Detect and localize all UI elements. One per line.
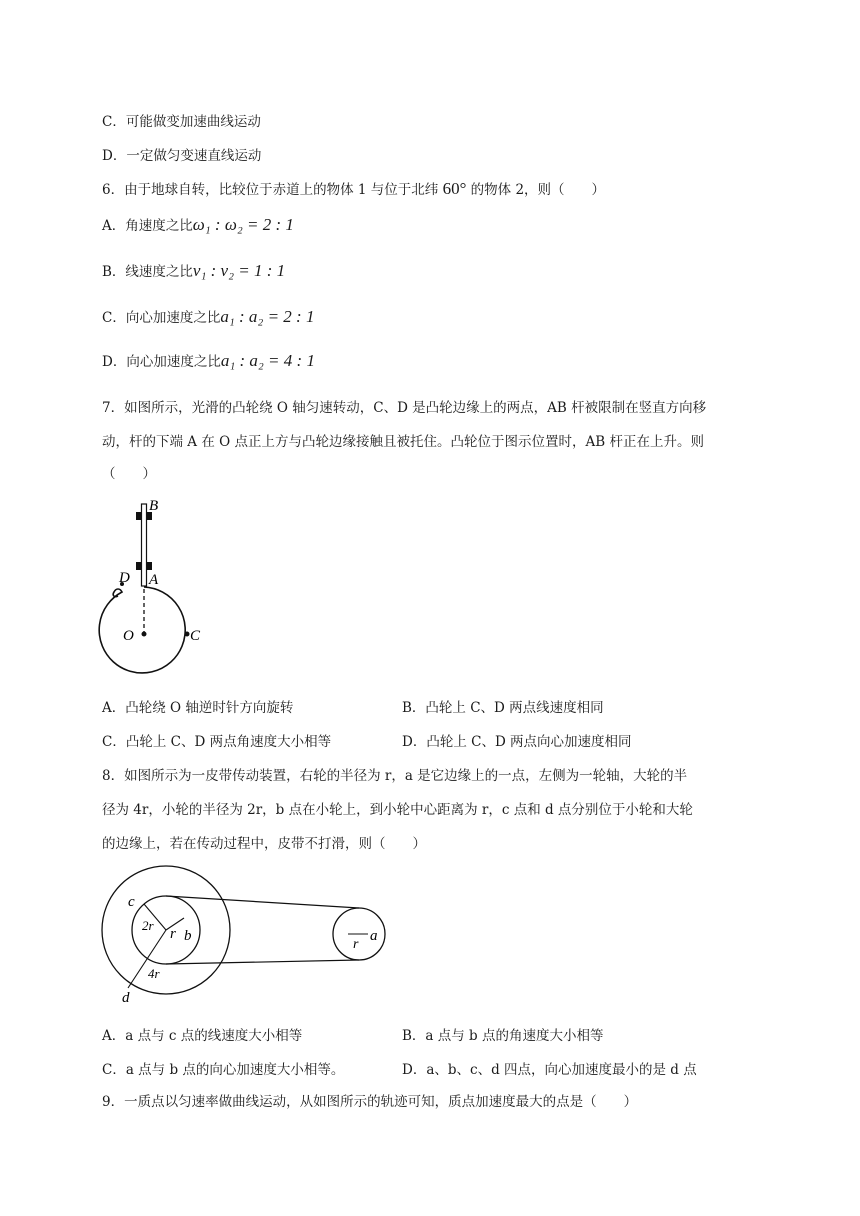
q7-stem-line2: 动，杆的下端 A 在 O 点正上方与凸轮边缘接触且被托住。凸轮位于图示位置时，AB 杆正在上升。则 — [102, 434, 704, 450]
q5-option-c: C．可能做变加速曲线运动 — [102, 114, 261, 130]
label-d: D — [119, 570, 130, 586]
q6-option-c — [102, 306, 314, 327]
rod-guide-top — [136, 512, 141, 520]
q7-option-b: B．凸轮上 C、D 两点线速度相同 — [402, 700, 604, 716]
label-o: O — [123, 628, 134, 644]
label-a: A — [149, 572, 159, 588]
label-r-inner: r — [170, 926, 176, 942]
label-4r: 4r — [148, 966, 160, 981]
rod-guide-bottom-r — [147, 562, 152, 570]
cam-figure — [96, 492, 226, 682]
point-c — [185, 632, 190, 637]
q8-stem-line2: 径为 4r，小轮的半径为 2r，b 点在小轮上，到小轮中心距离为 r，c 点和 d 点分别位于小轮和大轮 — [102, 802, 693, 818]
q6-option-d-formula: a₁ : a₂ = 4 : 1 — [220, 351, 315, 370]
q7-stem-line1: 7．如图所示，光滑的凸轮绕 O 轴匀速转动，C、D 是凸轮边缘上的两点，AB 杆被限制在竖直方向移 — [102, 400, 707, 416]
q8-option-a: A．a 点与 c 点的线速度大小相等 — [102, 1028, 303, 1044]
cam-outline — [99, 587, 185, 673]
label-c: C — [190, 628, 201, 644]
belt-figure — [96, 858, 396, 1006]
q8-stem-line3: 的边缘上，若在传动过程中，皮带不打滑，则（ ） — [102, 836, 426, 852]
q9-stem: 9．一质点以匀速率做曲线运动，从如图所示的轨迹可知，质点加速度最大的点是（ ） — [102, 1094, 638, 1110]
q6-stem-end: 的物体 2，则（ ） — [470, 182, 606, 198]
q6-option-a-formula: ω₁ : ω₂ = 2 : 1 — [192, 215, 294, 234]
q7-option-a: A．凸轮绕 O 轴逆时针方向旋转 — [102, 700, 294, 716]
q8-option-c: C．a 点与 b 点的向心加速度大小相等。 — [102, 1062, 345, 1078]
q6-option-d — [102, 350, 315, 371]
q7-stem-line3: （ ） — [102, 466, 156, 482]
q7-option-d: D．凸轮上 C、D 两点向心加速度相同 — [402, 734, 632, 750]
q6-option-c-formula: a₁ : a₂ = 2 : 1 — [220, 307, 315, 326]
q8-stem-line1: 8．如图所示为一皮带传动装置，右轮的半径为 r，a 是它边缘上的一点，左侧为一轮轴，大轮的半 — [102, 768, 688, 784]
label-b-point: b — [184, 928, 192, 944]
label-2r: 2r — [142, 918, 154, 933]
q6-stem — [102, 178, 605, 199]
q6-option-a — [102, 214, 294, 235]
label-c-point: c — [128, 894, 135, 910]
label-a-point: a — [370, 928, 378, 944]
rod-ab — [142, 504, 147, 586]
q8-option-d: D．a、b、c、d 四点，向心加速度最小的是 d 点 — [402, 1062, 697, 1078]
q5-option-d: D．一定做匀变速直线运动 — [102, 148, 262, 164]
label-r-right: r — [353, 937, 359, 952]
q7-option-c: C．凸轮上 C、D 两点角速度大小相等 — [102, 734, 332, 750]
point-o — [142, 632, 147, 637]
q6-option-b-label: B．线速度之比 — [102, 264, 193, 280]
belt-bottom — [166, 960, 359, 964]
label-d-point: d — [122, 990, 130, 1006]
q6-option-d-label: D．向心加速度之比 — [102, 354, 221, 370]
q6-latitude: 60° — [442, 179, 467, 198]
q6-stem-text: 6．由于地球自转，比较位于赤道上的物体 1 与位于北纬 — [102, 182, 439, 198]
belt-top — [166, 896, 359, 908]
label-b: B — [149, 498, 159, 514]
rod-guide-bottom — [136, 562, 141, 570]
q6-option-b-formula: v₁ : v₂ = 1 : 1 — [192, 261, 286, 280]
q8-option-b: B．a 点与 b 点的角速度大小相等 — [402, 1028, 604, 1044]
q6-option-c-label: C．向心加速度之比 — [102, 310, 221, 326]
q6-option-b — [102, 260, 285, 281]
q6-option-a-label: A．角速度之比 — [102, 218, 193, 234]
